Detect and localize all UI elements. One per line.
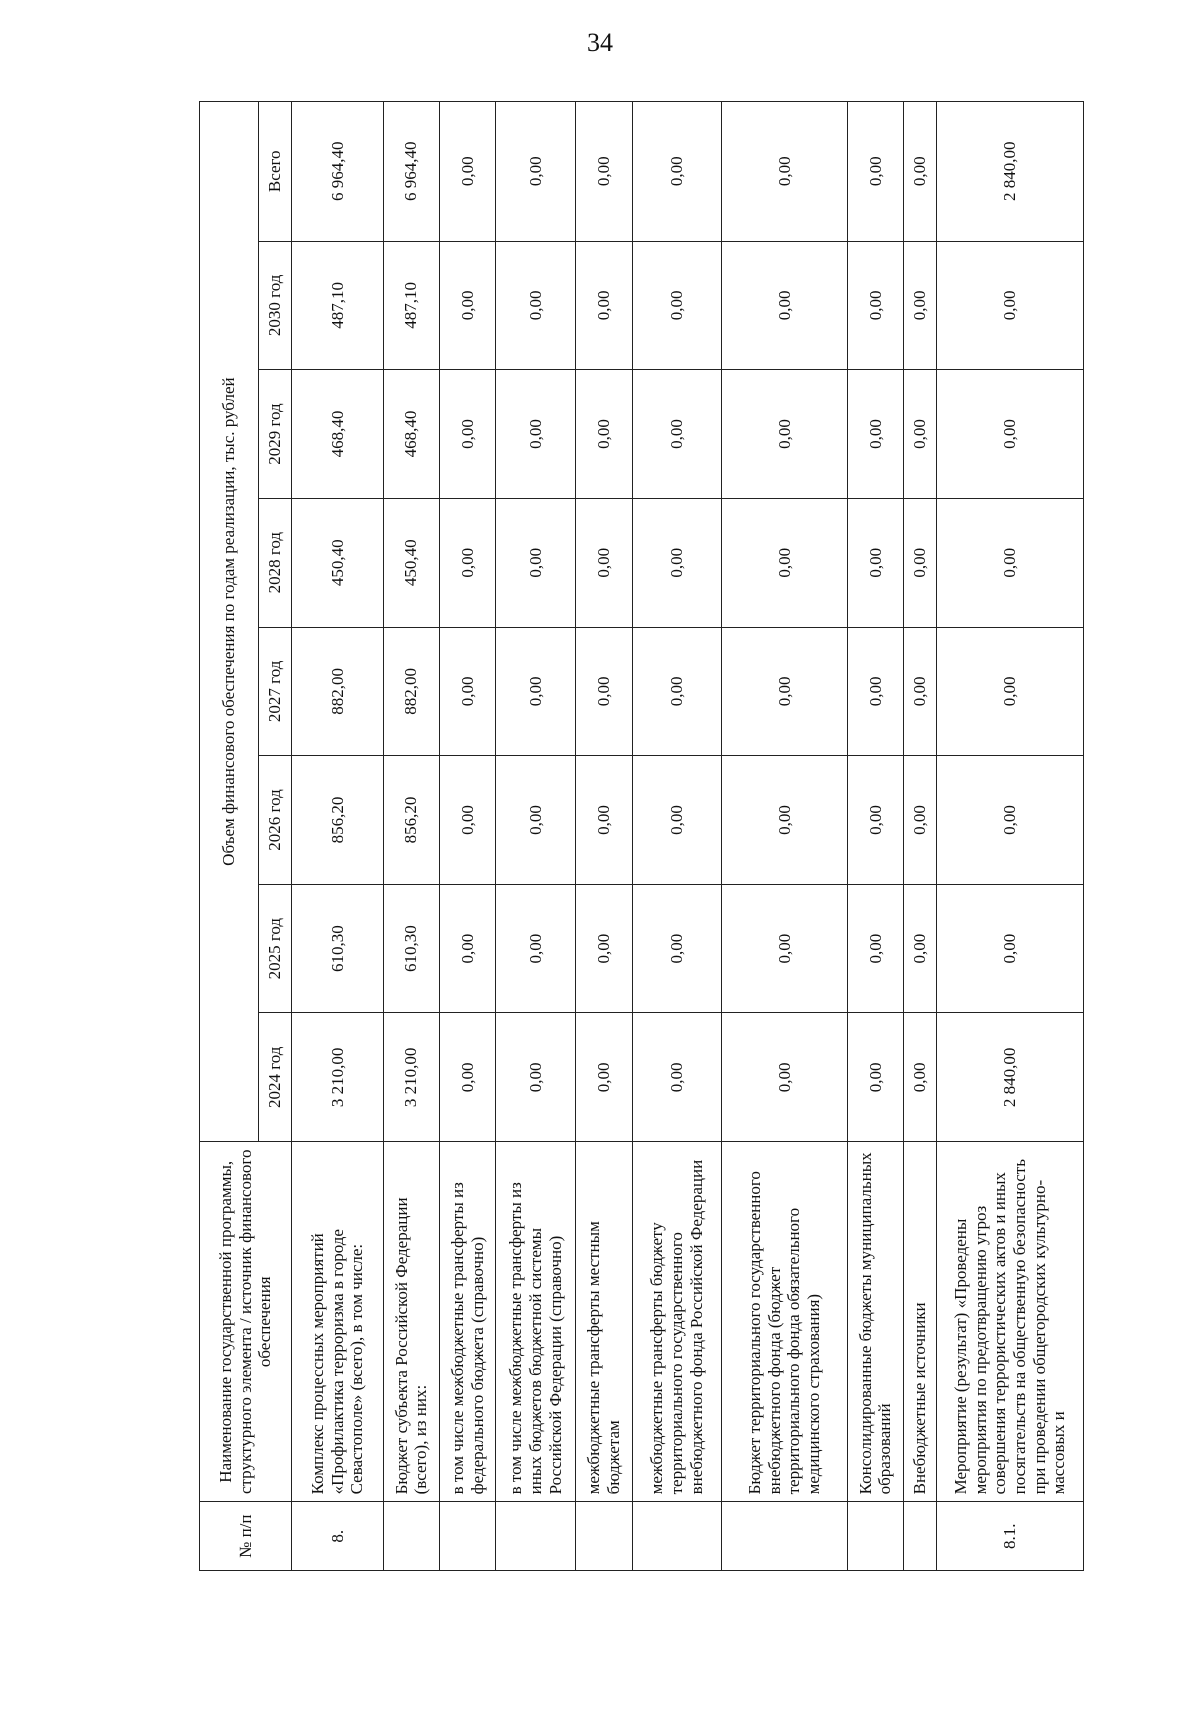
cell-value: 0,00 xyxy=(632,756,721,885)
cell-value: 856,20 xyxy=(383,756,439,885)
cell-value: 0,00 xyxy=(632,241,721,370)
cell-value: 0,00 xyxy=(439,884,495,1013)
cell-value: 610,30 xyxy=(292,884,384,1013)
row-name: межбюджетные трансферты бюджету территориального государственного внебюджетного фонда Российской Федерации xyxy=(632,1142,721,1502)
row-num xyxy=(496,1502,576,1571)
cell-value: 0,00 xyxy=(576,1013,632,1142)
cell-total: 2 840,00 xyxy=(937,102,1084,242)
cell-value: 0,00 xyxy=(496,627,576,756)
cell-total: 0,00 xyxy=(439,102,495,242)
header-year: 2029 год xyxy=(259,370,292,499)
row-name: в том числе межбюджетные трансферты из иных бюджетов бюджетной системы Российской Федерации (справочно) xyxy=(496,1142,576,1502)
page-number: 34 xyxy=(587,28,613,57)
cell-total: 0,00 xyxy=(496,102,576,242)
row-num xyxy=(383,1502,439,1571)
cell-value: 3 210,00 xyxy=(292,1013,384,1142)
header-total: Всего xyxy=(259,102,292,242)
table-row xyxy=(576,102,632,1571)
table-row xyxy=(383,102,439,1571)
cell-value: 0,00 xyxy=(439,1013,495,1142)
cell-value: 0,00 xyxy=(722,498,848,627)
cell-value: 0,00 xyxy=(496,498,576,627)
table-row xyxy=(496,102,576,1571)
cell-value: 0,00 xyxy=(847,498,903,627)
cell-value: 610,30 xyxy=(383,884,439,1013)
cell-value: 0,00 xyxy=(496,241,576,370)
cell-value: 0,00 xyxy=(576,756,632,885)
header-year: 2028 год xyxy=(259,498,292,627)
cell-value: 0,00 xyxy=(937,756,1084,885)
row-name: Бюджет территориального государственного внебюджетного фонда (бюджет территориального фонда обязательного медицинского страхования) xyxy=(722,1142,848,1502)
row-name: Бюджет субъекта Российской Федерации (всего), из них: xyxy=(383,1142,439,1502)
cell-value: 0,00 xyxy=(937,498,1084,627)
header-name: Наименование государственной программы, структурного элемента / источник финансового обеспечения xyxy=(200,1142,292,1502)
row-num xyxy=(847,1502,903,1571)
cell-total: 0,00 xyxy=(904,102,937,242)
header-year: 2025 год xyxy=(259,884,292,1013)
cell-value: 0,00 xyxy=(439,241,495,370)
row-num: 8. xyxy=(292,1502,384,1571)
financing-table xyxy=(199,101,1084,1571)
cell-value: 0,00 xyxy=(576,627,632,756)
table-row xyxy=(292,102,384,1571)
cell-total: 6 964,40 xyxy=(292,102,384,242)
cell-value: 0,00 xyxy=(904,241,937,370)
cell-value: 450,40 xyxy=(383,498,439,627)
cell-value: 0,00 xyxy=(576,498,632,627)
cell-value: 882,00 xyxy=(292,627,384,756)
cell-value: 0,00 xyxy=(847,756,903,885)
row-name: Консолидированные бюджеты муниципальных образований xyxy=(847,1142,903,1502)
cell-value: 0,00 xyxy=(904,627,937,756)
cell-value: 0,00 xyxy=(937,241,1084,370)
cell-total: 6 964,40 xyxy=(383,102,439,242)
cell-value: 0,00 xyxy=(632,1013,721,1142)
cell-value: 0,00 xyxy=(496,1013,576,1142)
cell-value: 0,00 xyxy=(937,370,1084,499)
row-num xyxy=(904,1502,937,1571)
cell-value: 0,00 xyxy=(576,370,632,499)
cell-value: 0,00 xyxy=(904,498,937,627)
cell-value: 468,40 xyxy=(383,370,439,499)
row-name: в том числе межбюджетные трансферты из федерального бюджета (справочно) xyxy=(439,1142,495,1502)
table-row xyxy=(439,102,495,1571)
cell-value: 0,00 xyxy=(439,370,495,499)
cell-value: 0,00 xyxy=(937,884,1084,1013)
cell-value: 0,00 xyxy=(722,884,848,1013)
cell-value: 3 210,00 xyxy=(383,1013,439,1142)
cell-value: 0,00 xyxy=(722,1013,848,1142)
row-num xyxy=(439,1502,495,1571)
cell-value: 0,00 xyxy=(847,370,903,499)
cell-value: 0,00 xyxy=(722,627,848,756)
cell-value: 0,00 xyxy=(632,884,721,1013)
row-name: Внебюджетные источники xyxy=(904,1142,937,1502)
cell-value: 0,00 xyxy=(439,627,495,756)
row-num xyxy=(722,1502,848,1571)
row-num: 8.1. xyxy=(937,1502,1084,1571)
cell-value: 468,40 xyxy=(292,370,384,499)
cell-value: 0,00 xyxy=(722,241,848,370)
cell-value: 0,00 xyxy=(496,884,576,1013)
header-year: 2026 год xyxy=(259,756,292,885)
table-row xyxy=(937,102,1084,1571)
cell-value: 0,00 xyxy=(904,884,937,1013)
cell-value: 0,00 xyxy=(576,884,632,1013)
cell-value: 0,00 xyxy=(847,627,903,756)
cell-value: 0,00 xyxy=(847,1013,903,1142)
cell-value: 0,00 xyxy=(632,498,721,627)
cell-value: 0,00 xyxy=(722,756,848,885)
rotated-table-container xyxy=(199,101,1084,1571)
table-row xyxy=(722,102,848,1571)
cell-value: 856,20 xyxy=(292,756,384,885)
cell-value: 0,00 xyxy=(496,756,576,885)
header-volume: Объем финансового обеспечения по годам реализации, тыс. рублей xyxy=(200,102,259,1142)
cell-value: 0,00 xyxy=(904,1013,937,1142)
cell-value: 0,00 xyxy=(904,756,937,885)
cell-value: 2 840,00 xyxy=(937,1013,1084,1142)
cell-value: 0,00 xyxy=(632,627,721,756)
cell-value: 0,00 xyxy=(937,627,1084,756)
cell-value: 0,00 xyxy=(904,370,937,499)
table-row xyxy=(847,102,903,1571)
cell-value: 487,10 xyxy=(292,241,384,370)
row-name: межбюджетные трансферты местным бюджетам xyxy=(576,1142,632,1502)
table-row xyxy=(632,102,721,1571)
cell-total: 0,00 xyxy=(576,102,632,242)
cell-value: 0,00 xyxy=(847,884,903,1013)
cell-total: 0,00 xyxy=(632,102,721,242)
header-year: 2027 год xyxy=(259,627,292,756)
table-row xyxy=(904,102,937,1571)
cell-total: 0,00 xyxy=(847,102,903,242)
cell-value: 0,00 xyxy=(496,370,576,499)
cell-value: 0,00 xyxy=(722,370,848,499)
cell-value: 0,00 xyxy=(439,756,495,885)
cell-value: 450,40 xyxy=(292,498,384,627)
cell-value: 487,10 xyxy=(383,241,439,370)
cell-value: 0,00 xyxy=(439,498,495,627)
cell-value: 882,00 xyxy=(383,627,439,756)
header-year: 2024 год xyxy=(259,1013,292,1142)
header-year: 2030 год xyxy=(259,241,292,370)
cell-value: 0,00 xyxy=(847,241,903,370)
row-num xyxy=(632,1502,721,1571)
header-num: № п/п xyxy=(200,1502,292,1571)
row-name: Комплекс процессных мероприятий «Профилактика терроризма в городе Севастополе» (всего), в том числе: xyxy=(292,1142,384,1502)
cell-value: 0,00 xyxy=(576,241,632,370)
cell-total: 0,00 xyxy=(722,102,848,242)
row-num xyxy=(576,1502,632,1571)
row-name: Мероприятие (результат) «Проведены мероприятия по предотвращению угроз совершения террористических актов и иных посягательств на общественную безопасность при проведении общегородских культурно-массовых и xyxy=(937,1142,1084,1502)
cell-value: 0,00 xyxy=(632,370,721,499)
